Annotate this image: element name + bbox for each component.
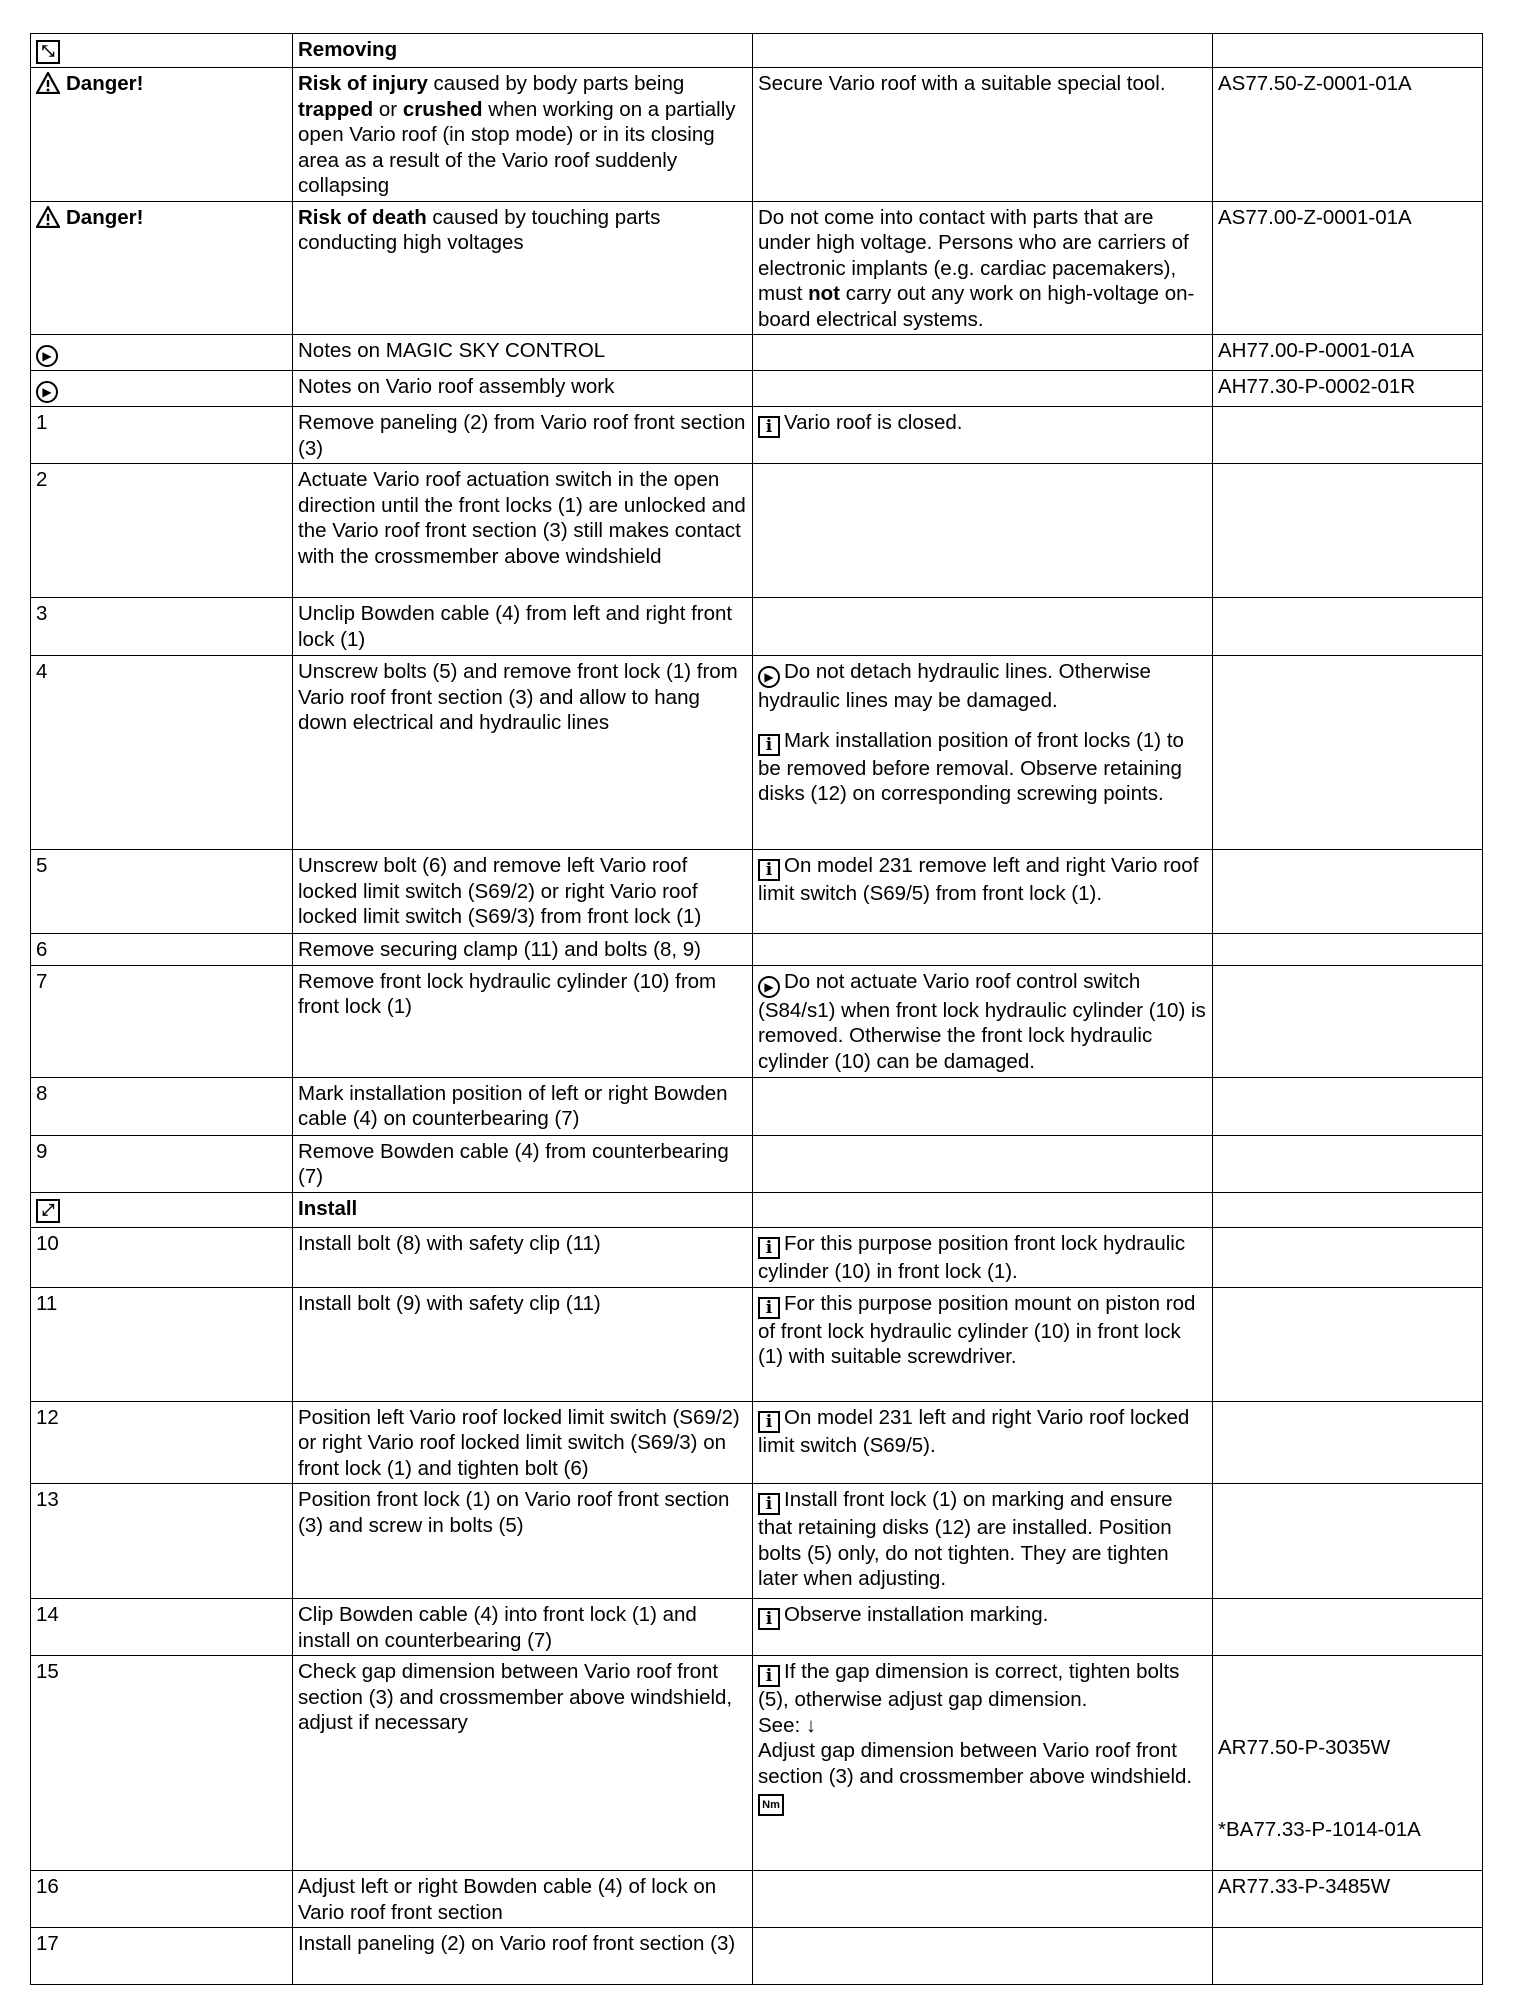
step-text: Adjust left or right Bowden cable (4) of lock on Vario roof front section — [293, 1871, 753, 1928]
step-text: Check gap dimension between Vario roof front section (3) and crossmember above windshield, adjust if necessary — [293, 1656, 753, 1871]
spacer — [758, 714, 1207, 728]
document-reference[interactable]: AH77.00-P-0001-01A — [1213, 335, 1483, 371]
document-reference[interactable]: *BA77.33-P-1014-01A — [1218, 1817, 1421, 1841]
danger-text: caused by body parts being — [427, 72, 685, 95]
table-row — [31, 656, 1483, 850]
table-row — [31, 1077, 1483, 1135]
danger-text: or — [373, 97, 403, 121]
step-number: 11 — [31, 1287, 293, 1401]
step-number: 4 — [31, 656, 293, 850]
install-arrows-icon: ⤢ — [36, 1199, 60, 1223]
step-number: 8 — [31, 1077, 293, 1135]
table-row — [31, 850, 1483, 934]
see-line — [758, 1713, 1207, 1739]
step-text: Remove front lock hydraulic cylinder (10) from front lock (1) — [293, 965, 753, 1077]
step-text: Remove paneling (2) from Vario roof front section (3) — [293, 407, 753, 464]
document-reference[interactable]: AH77.30-P-0002-01R — [1213, 371, 1483, 407]
section-heading-install: Install — [293, 1192, 753, 1227]
table-row — [31, 1928, 1483, 1985]
table-row — [31, 1227, 1483, 1287]
table-row — [31, 371, 1483, 407]
remark-text: Mark installation position of front locks (1) to be removed before removal. Observe retaining disks (12) on corresponding screwing points. — [758, 728, 1184, 805]
table-row — [31, 1135, 1483, 1192]
remark-info — [758, 728, 1207, 807]
info-icon: i — [758, 416, 780, 438]
step-number: 7 — [31, 965, 293, 1077]
remark-text: carry out any work on high-voltage on-board electrical systems. — [758, 282, 1195, 331]
see-label: See: — [758, 1713, 801, 1737]
note-icon: ▶ — [758, 976, 780, 998]
remark-text: On model 231 remove left and right Vario roof limit switch (S69/5) from front lock (1). — [758, 854, 1199, 905]
document-reference[interactable]: AR77.33-P-3485W — [1213, 1871, 1483, 1928]
step-text: Remove Bowden cable (4) from counterbearing (7) — [293, 1135, 753, 1192]
info-icon: i — [758, 1493, 780, 1515]
remark-text: Adjust gap dimension between Vario roof front section (3) and crossmember above windshield. — [758, 1739, 1193, 1788]
arrow-down-icon: ↓ — [805, 1713, 817, 1737]
spacer — [1218, 1761, 1477, 1817]
remark-text: Vario roof is closed. — [784, 411, 963, 434]
step-number: 17 — [31, 1928, 293, 1985]
table-row — [31, 201, 1483, 335]
info-icon: i — [758, 859, 780, 881]
table-row — [31, 934, 1483, 966]
document-reference[interactable]: AR77.50-P-3035W — [1218, 1736, 1391, 1759]
table-row — [31, 1599, 1483, 1656]
remark-text: For this purpose position mount on piston rod of front lock hydraulic cylinder (10) in front lock (1) with suitable screwdriver. — [758, 1291, 1196, 1368]
step-number: 14 — [31, 1599, 293, 1656]
step-text: Unscrew bolt (6) and remove left Vario roof locked limit switch (S69/2) or right Vario roof locked limit switch (S69/3) from front lock (1) — [293, 850, 753, 934]
step-number: 6 — [31, 934, 293, 966]
step-text: Clip Bowden cable (4) into front lock (1) and install on counterbearing (7) — [293, 1599, 753, 1656]
remark-text: Do not actuate Vario roof control switch (S84/s1) when front lock hydraulic cylinder (10) is removed. Otherwise the front lock hydraulic cylinder (10) can be damaged. — [758, 969, 1206, 1073]
crushed-text: crushed — [402, 97, 483, 121]
note-icon: ▶ — [36, 381, 58, 403]
step-text: Install bolt (8) with safety clip (11) — [293, 1227, 753, 1287]
table-row — [31, 407, 1483, 464]
step-text: Notes on MAGIC SKY CONTROL — [293, 335, 753, 371]
step-number: 5 — [31, 850, 293, 934]
danger-text: when working on a partially open Vario roof (in stop mode) or in its closing area as a result of the Vario roof suddenly collapsing — [298, 97, 736, 197]
step-number: 16 — [31, 1871, 293, 1928]
remark-text: Do not detach hydraulic lines. Otherwise hydraulic lines may be damaged. — [758, 660, 1151, 712]
info-icon: i — [758, 1297, 780, 1319]
remark-text: If the gap dimension is correct, tighten bolts (5), otherwise adjust gap dimension. — [758, 1660, 1180, 1711]
risk-of-injury-text: Risk of injury — [298, 72, 428, 95]
danger-label: Danger! — [66, 205, 144, 229]
step-text: Position left Vario roof locked limit switch (S69/2) or right Vario roof locked limit switch (S69/3) on front lock (1) and tighten bolt (6) — [293, 1401, 753, 1484]
step-number: 13 — [31, 1484, 293, 1599]
note-icon: ▶ — [758, 666, 780, 688]
step-text: Install bolt (9) with safety clip (11) — [293, 1287, 753, 1401]
step-text: Position front lock (1) on Vario roof front section (3) and screw in bolts (5) — [293, 1484, 753, 1599]
step-number: 1 — [31, 407, 293, 464]
document-reference[interactable]: AS77.00-Z-0001-01A — [1213, 201, 1483, 335]
step-number: 10 — [31, 1227, 293, 1287]
risk-of-death-text: Risk of death — [298, 205, 427, 229]
step-number: 9 — [31, 1135, 293, 1192]
step-number: 12 — [31, 1401, 293, 1484]
table-row — [31, 68, 1483, 202]
procedure-table — [30, 33, 1483, 1985]
info-icon: i — [758, 1237, 780, 1259]
step-text: Notes on Vario roof assembly work — [293, 371, 753, 407]
torque-icon: Nm — [758, 1794, 784, 1816]
note-icon: ▶ — [36, 345, 58, 367]
remark-info — [758, 1659, 1207, 1713]
step-text: Mark installation position of left or right Bowden cable (4) on counterbearing (7) — [293, 1077, 753, 1135]
info-icon: i — [758, 734, 780, 756]
step-text: Unclip Bowden cable (4) from left and right front lock (1) — [293, 598, 753, 656]
document-reference[interactable]: AS77.50-Z-0001-01A — [1213, 68, 1483, 202]
table-row — [31, 464, 1483, 598]
remark-note — [758, 659, 1207, 714]
step-text: Remove securing clamp (11) and bolts (8, 9) — [293, 934, 753, 966]
trapped-text: trapped — [298, 97, 374, 121]
table-row — [31, 1192, 1483, 1227]
table-row — [31, 1287, 1483, 1401]
danger-label: Danger! — [66, 72, 144, 95]
warning-triangle-icon — [36, 72, 60, 94]
table-row — [31, 965, 1483, 1077]
table-row — [31, 598, 1483, 656]
remark-text: Do not come into contact with parts that are under high voltage. Persons who are carriers of electronic implants (e.g. cardiac pacemakers), must — [758, 205, 1189, 305]
danger-text: caused by touching parts conducting high voltages — [298, 205, 661, 254]
step-text: Actuate Vario roof actuation switch in the open direction until the front locks (1) are unlocked and the Vario roof front section (3) still makes contact with the crossmember above windshield — [293, 464, 753, 598]
step-text: Install paneling (2) on Vario roof front section (3) — [293, 1928, 753, 1985]
warning-triangle-icon — [36, 206, 60, 228]
table-row — [31, 1401, 1483, 1484]
remark-text: For this purpose position front lock hydraulic cylinder (10) in front lock (1). — [758, 1231, 1186, 1283]
remark-cell: Secure Vario roof with a suitable special tool. — [753, 68, 1213, 202]
section-heading-removing: Removing — [293, 34, 753, 68]
table-row — [31, 1871, 1483, 1928]
spacer — [1218, 1659, 1477, 1735]
step-text: Unscrew bolts (5) and remove front lock (1) from Vario roof front section (3) and allow to hang down electrical and hydraulic lines — [293, 656, 753, 850]
step-number: 15 — [31, 1656, 293, 1871]
info-icon: i — [758, 1665, 780, 1687]
remark-text: Observe installation marking. — [784, 1603, 1049, 1626]
info-icon: i — [758, 1411, 780, 1433]
table-row — [31, 34, 1483, 68]
remark-text: Install front lock (1) on marking and ensure that retaining disks (12) are installed. Position bolts (5) only, do not tighten. They are tighten later when adjusting. — [758, 1488, 1173, 1590]
table-row — [31, 335, 1483, 371]
removing-arrows-icon: ⤡ — [36, 40, 60, 64]
remark-text: On model 231 left and right Vario roof locked limit switch (S69/5). — [758, 1405, 1190, 1457]
step-number: 3 — [31, 598, 293, 656]
info-icon: i — [758, 1608, 780, 1630]
torque-line — [758, 1789, 1207, 1816]
step-number: 2 — [31, 464, 293, 598]
table-row — [31, 1656, 1483, 1871]
table-row — [31, 1484, 1483, 1599]
not-text: not — [808, 282, 840, 305]
